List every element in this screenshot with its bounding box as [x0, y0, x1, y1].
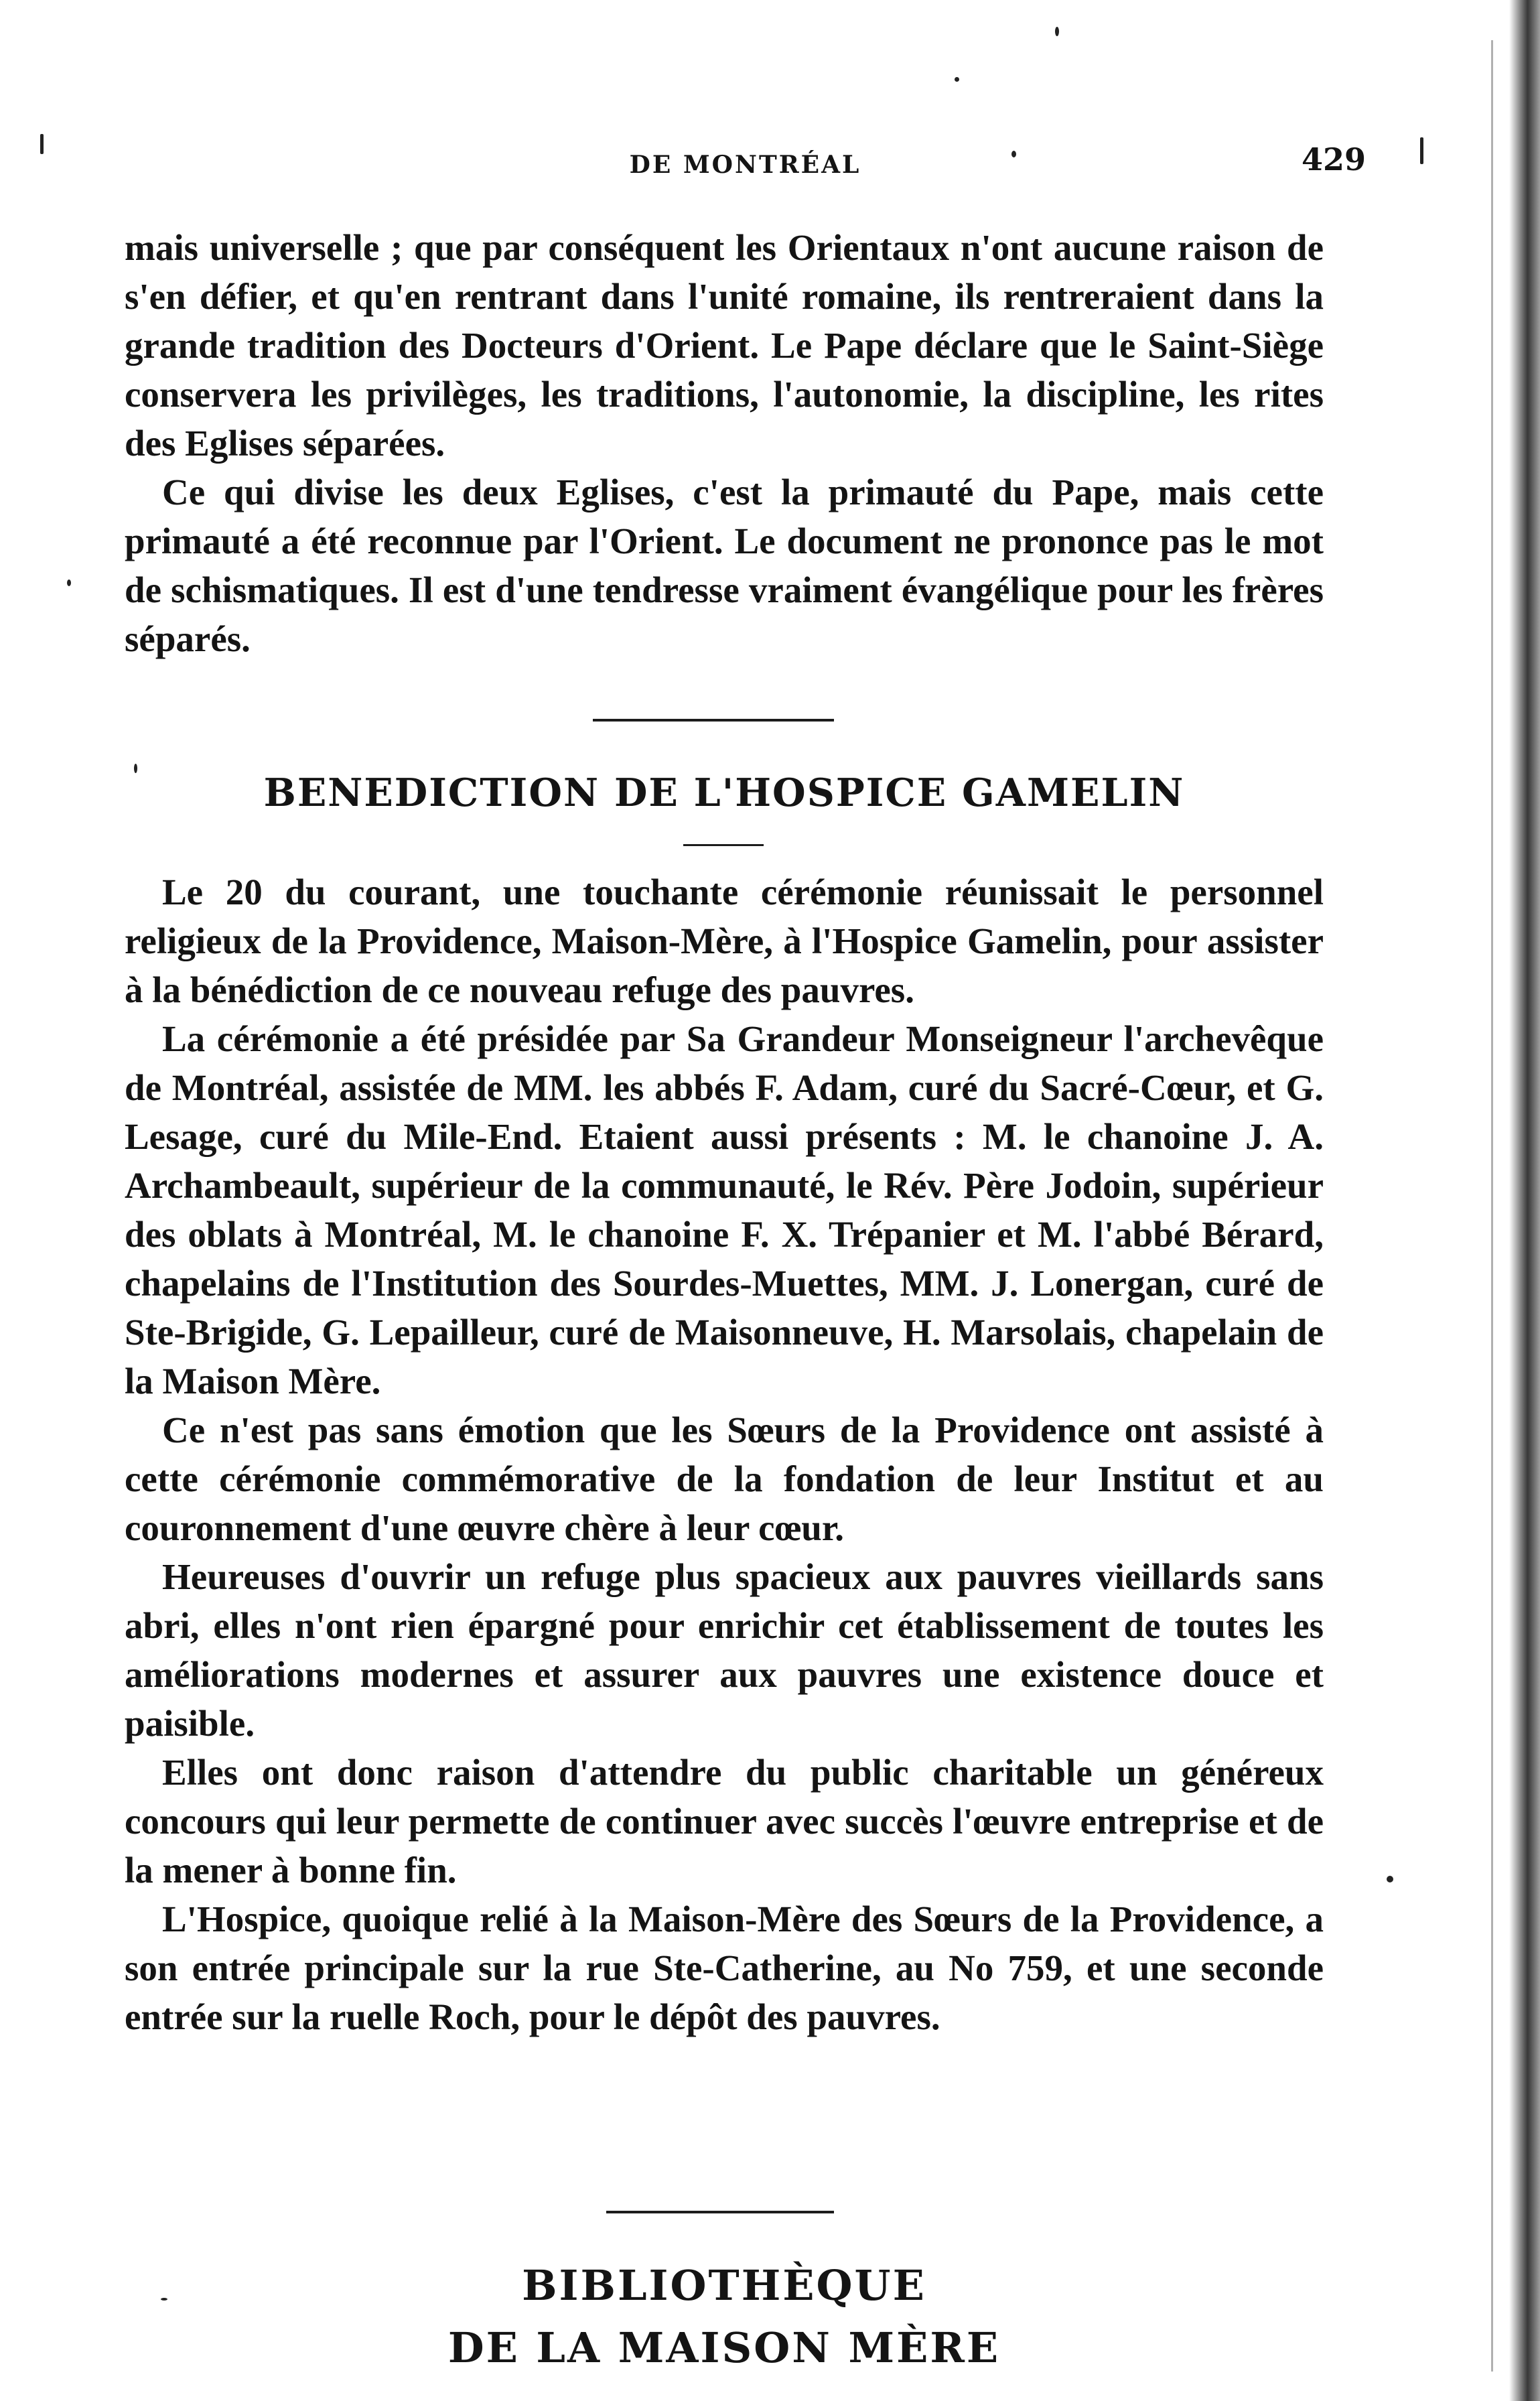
paragraph: Ce n'est pas sans émotion que les Sœurs de la Providence ont assisté à cette cérémonie commémorative de la fondation de leur Institut et au couronnement d'une œuvre chère à leur cœur. [125, 1410, 1324, 1548]
library-stamp-line1: BIBLIOTHÈQUE [522, 2261, 926, 2310]
scan-speck [1387, 1876, 1393, 1882]
paragraph: Le 20 du courant, une touchante cérémonie réunissait le personnel religieux de la Providence, Maison-Mère, à l'Hospice Gamelin, pour assister à la bénédiction de ce nouveau refuge des pauvres. [125, 872, 1324, 1010]
title-underline [683, 844, 764, 846]
paragraph: Heureuses d'ouvrir un refuge plus spacieux aux pauvres vieillards sans abri, elles n'ont rien épargné pour enrichir cet établissement de toutes les améliorations modernes et assurer aux pauvres une existence douce et paisible. [125, 1556, 1324, 1744]
article-body [125, 868, 1324, 2041]
paragraph: La cérémonie a été présidée par Sa Grandeur Monseigneur l'archevêque de Montréal, assistée de MM. les abbés F. Adam, curé du Sacré-Cœur, et G. Lesage, curé du Mile-End. Etaient aussi présents : M. le chanoine J. A. Archambeault, supérieur de la communauté, le Rév. Père Jodoin, supérieur des oblats à Montréal, M. le chanoine F. X. Trépanier et M. l'abbé Bérard, chapelains de l'Institution des Sourdes-Muettes, MM. J. Lonergan, curé de Ste-Brigide, G. Lepailleur, curé de Maisonneuve, H. Marsolais, chapelain de la Maison Mère. [125, 1018, 1324, 1401]
library-stamp-line2: DE LA MAISON MÈRE [447, 2323, 1001, 2372]
scan-speck [40, 134, 44, 154]
scan-speck [955, 77, 959, 82]
page-number: 429 [1301, 141, 1366, 178]
running-head: DE MONTRÉAL [629, 151, 861, 179]
paragraph: Ce qui divise les deux Eglises, c'est la primauté du Pape, mais cette primauté a été reconnue par l'Orient. Le document ne prononce pas le mot de schismatiques. Il est d'une tendresse vraiment évangélique pour les frères séparés. [125, 472, 1324, 659]
paragraph: L'Hospice, quoique relié à la Maison-Mère des Sœurs de la Providence, a son entrée principale sur la rue Ste-Catherine, au No 759, et une seconde entrée sur la ruelle Roch, pour le dépôt des pauvres. [125, 1899, 1324, 2037]
scan-speck [1420, 137, 1423, 164]
section-divider [606, 2211, 834, 2213]
page-header [125, 141, 1366, 191]
article-title: BENEDICTION DE L'HOSPICE GAMELIN [263, 770, 1185, 815]
continued-article [125, 223, 1324, 663]
section-divider [593, 719, 834, 722]
paragraph: Elles ont donc raison d'attendre du public charitable un généreux concours qui leur permette de continuer avec succès l'œuvre entreprise et de la mener à bonne fin. [125, 1752, 1324, 1891]
paragraph: mais universelle ; que par conséquent les Orientaux n'ont aucune raison de s'en défier, et qu'en rentrant dans l'unité romaine, ils rentreraient dans la grande tradition des Docteurs d'Orient. Le Pape déclare que le Saint-Siège conservera les privilèges, les traditions, l'autonomie, la discipline, les rites des Eglises séparées. [125, 227, 1324, 464]
scan-speck [1055, 27, 1059, 36]
binding-line [1491, 40, 1493, 2372]
scan-edge-shadow [1509, 0, 1540, 2401]
scan-speck [67, 579, 71, 586]
